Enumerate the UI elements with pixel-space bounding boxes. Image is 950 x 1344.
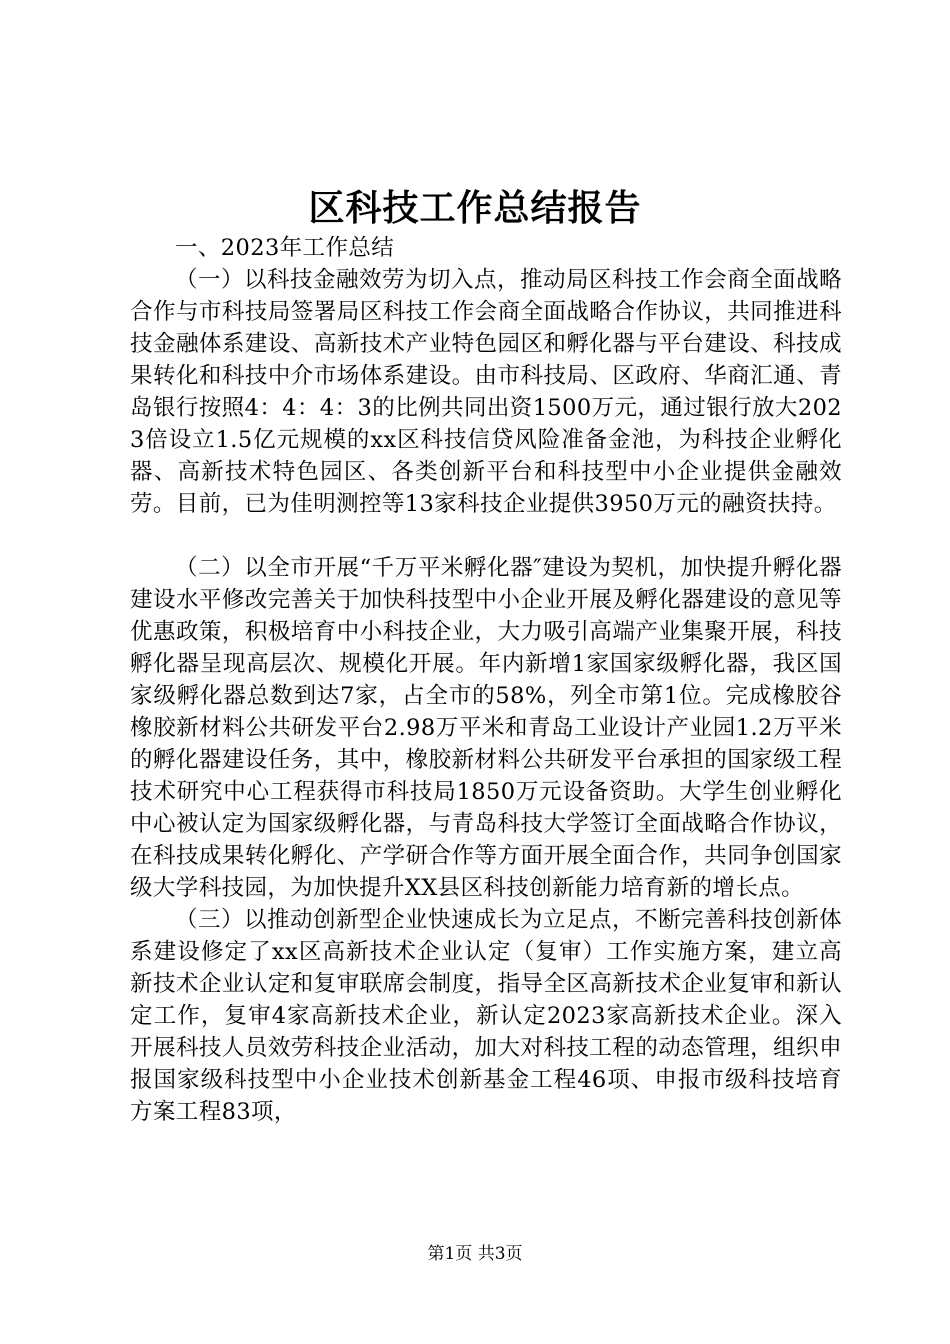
paragraph-2: （二）以全市开展“千万平米孵化器″建设为契机，加快提升孵化器建设水平修改完善关于加快科技型中小企业开展及孵化器建设的意见等优惠政策，积极培育中小科技企业，大力吸引高端产业集聚开展，科技孵化器呈现高层次、规模化开展。年内新增1家国家级孵化器，我区国家级孵化器总数到达7家，占全市的58%，列全市第1位。完成橡胶谷橡胶新材料公共研发平台2.98万平米和青岛工业设计产业园1.2万平米的孵化器建设任务，其中，橡胶新材料公共研发平台承担的国家级工程技术研究中心工程获得市科技局1850万元设备资助。大学生创业孵化中心被认定为国家级孵化器，与青岛科技大学签订全面战略合作协议，在科技成果转化孵化、产学研合作等方面开展全面合作，共同争创国家级大学科技园，为加快提升XX县区科技创新能力培育新的增长点。 xyxy=(130,555,842,901)
document-title: 区科技工作总结报告 xyxy=(308,187,642,229)
document-body xyxy=(130,232,842,1128)
paragraph-1: （一）以科技金融效劳为切入点，推动局区科技工作会商全面战略合作与市科技局签署局区科技工作会商全面战略合作协议，共同推进科技金融体系建设、高新技术产业特色园区和孵化器与平台建设、科技成果转化和科技中介市场体系建设。由市科技局、区政府、华商汇通、青岛银行按照4：4：4：3的比例共同出资1500万元，通过银行放大2023倍设立1.5亿元规模的xx区科技信贷风险准备金池，为科技企业孵化器、高新技术特色园区、各类创新平台和科技型中小企业提供金融效劳。目前，已为佳明测控等13家科技企业提供3950万元的融资扶持。 xyxy=(130,267,842,517)
section-heading: 一、2023年工作总结 xyxy=(175,235,395,261)
paragraph-3: （三）以推动创新型企业快速成长为立足点，不断完善科技创新体系建设修定了xx区高新技术企业认定（复审）工作实施方案，建立高新技术企业认定和复审联席会制度，指导全区高新技术企业复审和新认定工作，复审4家高新技术企业，新认定2023家高新技术企业。深入开展科技人员效劳科技企业活动，加大对科技工程的动态管理，组织申报国家级科技型中小企业技术创新基金工程46项、申报市级科技培育方案工程83项， xyxy=(130,907,842,1125)
page-footer: 第1页 共3页 xyxy=(427,1244,523,1264)
